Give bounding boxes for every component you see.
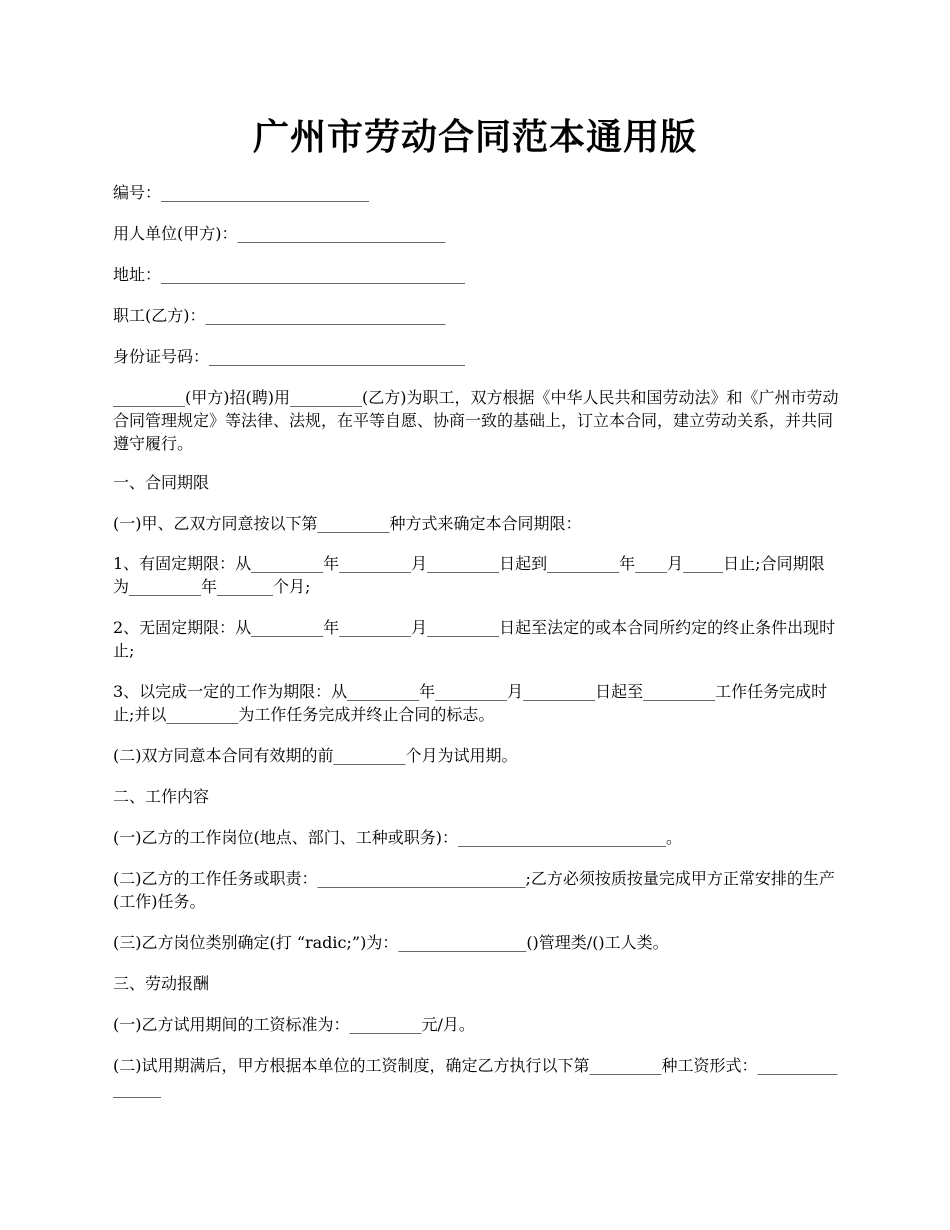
probation-clause: (二)双方同意本合同有效期的前_________个月为试用期。: [113, 746, 518, 765]
work-duty-clause: (二)乙方的工作任务或职责：__________________________;乙方必须按质按量完成甲方正常安排的生产(工作)任务。: [113, 869, 835, 911]
work-position-clause: (一)乙方的工作岗位(地点、部门、工种或职务)：__________________________。: [113, 828, 682, 847]
work-category-clause: (三)乙方岗位类别确定(打 “radic;”)为：________________()管理类/()工人类。: [113, 933, 669, 952]
term-option-open: 2、无固定期限：从_________年_________月_________日起至法定的或本合同所约定的终止条件出现时止;: [113, 618, 836, 660]
term-clause-1: (一)甲、乙双方同意按以下第_________种方式来确定本合同期限：: [113, 514, 582, 533]
section-heading-pay: 三、劳动报酬: [113, 974, 210, 993]
preamble-paragraph: _________(甲方)招(聘)用_________(乙方)为职工，双方根据《中华人民共和国劳动法》和《广州市劳动合同管理规定》等法律、法规，在平等自愿、协商一致的基础上，订立本合同，建立劳动关系，并共同遵守履行。: [113, 388, 839, 453]
address-field: 地址：______________________________________: [113, 265, 466, 284]
section-heading-term: 一、合同期限: [113, 473, 210, 492]
term-option-task: 3、以完成一定的工作为期限：从_________年_________月_________日起至_________工作任务完成时止;并以_________为工作任务完成并终止合同的标志。: [113, 682, 828, 724]
section-heading-work: 二、工作内容: [113, 787, 210, 806]
contract-number-field: 编号：__________________________: [113, 183, 370, 202]
id-number-field: 身份证号码：________________________________: [113, 347, 466, 366]
wage-form-clause: (二)试用期满后，甲方根据本单位的工资制度，确定乙方执行以下第_________种工资形式：________________: [113, 1056, 838, 1098]
term-option-fixed: 1、有固定期限：从_________年_________月_________日起到_________年____月_____日止;合同期限为_________年_______个月;: [113, 554, 825, 596]
probation-pay-clause: (一)乙方试用期间的工资标准为：_________元/月。: [113, 1015, 475, 1034]
employee-field: 职工(乙方)：______________________________: [113, 306, 446, 325]
employer-field: 用人单位(甲方)：__________________________: [113, 224, 446, 243]
document-title: 广州市劳动合同范本通用版: [252, 116, 697, 158]
